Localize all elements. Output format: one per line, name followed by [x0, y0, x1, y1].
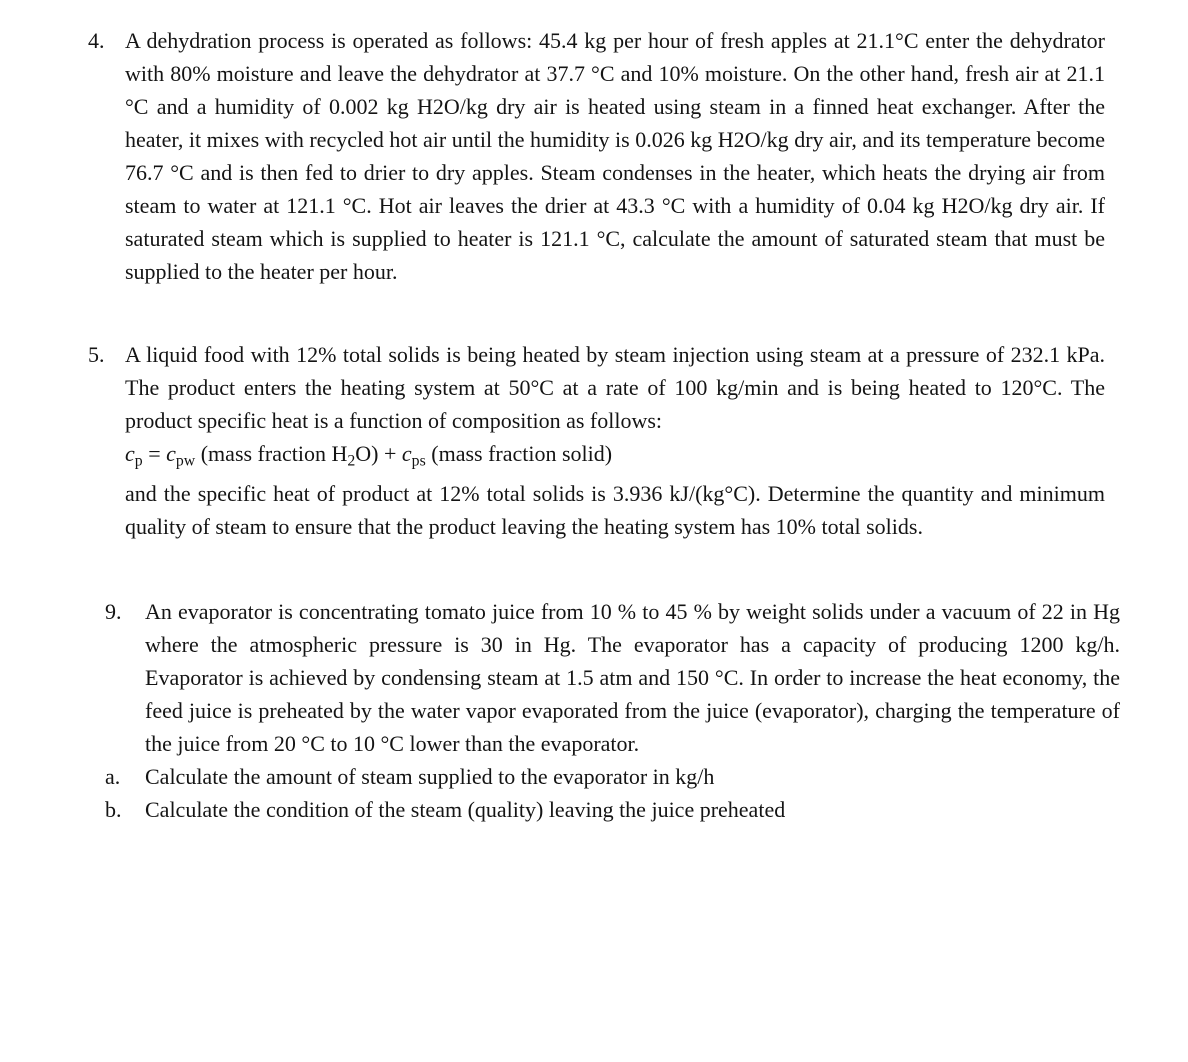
- subitem-b-text: Calculate the condition of the steam (quality) leaving the juice preheated: [145, 797, 786, 823]
- subitem-a-label: a.: [105, 764, 121, 790]
- equation-var-cp: c: [125, 441, 135, 466]
- problem-4-text: A dehydration process is operated as follows: 45.4 kg per hour of fresh apples at 21.1°C enter the dehydrator with 80% moisture and leave the dehydrator at 37.7 °C and 10% moisture. On the other hand, fresh air at 21.1 °C and a humidity of 0.002 kg H2O/kg dry air is heated using steam in a finned heat exchanger. After the heater, it mixes with recycled hot air until the humidity is 0.026 kg H2O/kg dry air, and its temperature become 76.7 °C and is then fed to drier to dry apples. Steam condenses in the heater, which heats the drying air from steam to water at 121.1 °C. Hot air leaves the drier at 43.3 °C with a humidity of 0.04 kg H2O/kg dry air. If saturated steam which is supplied to heater is 121.1 °C, calculate the amount of saturated steam that must be supplied to the heater per hour.: [125, 28, 1105, 284]
- equation-var-cps: c: [401, 441, 412, 466]
- subitem-b-label: b.: [105, 797, 122, 823]
- problem-4-number: 4.: [88, 28, 105, 53]
- problem-5-number: 5.: [88, 342, 105, 367]
- equation-line: [125, 437, 1105, 477]
- equation-sub-pw: pw: [175, 452, 196, 470]
- problem-9-text: An evaporator is concentrating tomato juice from 10 % to 45 % by weight solids under a vacuum of 22 in Hg where the atmospheric pressure is 30 in Hg. The evaporator has a capacity of producing 1200 kg/h. Evaporator is achieved by condensing steam at 1.5 atm and 150 °C. In order to increase the heat economy, the feed juice is preheated by the water vapor evaporated from the juice (evaporator), charging the temperature of the juice from 20 °C to 10 °C lower than the evaporator.: [145, 599, 1120, 757]
- subitem-a-text: Calculate the amount of steam supplied to the evaporator in kg/h: [145, 764, 715, 790]
- equation-sub-p: p: [134, 452, 143, 470]
- equation-sub-ps: ps: [411, 452, 426, 470]
- problem-5-continuation: and the specific heat of product at 12% total solids is 3.936 kJ/(kg°C). Determine the quantity and minimum quality of steam to ensure that the product leaving the heating system has 10% total solids.: [125, 481, 1105, 540]
- problem-5-intro: A liquid food with 12% total solids is being heated by steam injection using steam at a pressure of 232.1 kPa. The product enters the heating system at 50°C at a rate of 100 kg/min and is being heated to 120°C. The product specific heat is a function of composition as follows:: [125, 342, 1105, 433]
- equation-text-water: (mass fraction H: [195, 441, 348, 466]
- equation-text-plus: O) +: [355, 441, 402, 466]
- problem-5-body: [125, 338, 1105, 543]
- problem-9: [105, 595, 1120, 760]
- equation-sub-2: 2: [347, 452, 356, 470]
- problem-4: [88, 24, 1105, 288]
- problem-5: [88, 338, 1105, 543]
- equation-var-cpw: c: [166, 441, 176, 466]
- problem-9-number: 9.: [105, 599, 122, 625]
- equation-equals: =: [142, 441, 167, 466]
- equation-text-solid: (mass fraction solid): [425, 441, 613, 466]
- problem-9-subitem-a: [105, 760, 1120, 793]
- problem-9-subitem-b: [105, 793, 1120, 826]
